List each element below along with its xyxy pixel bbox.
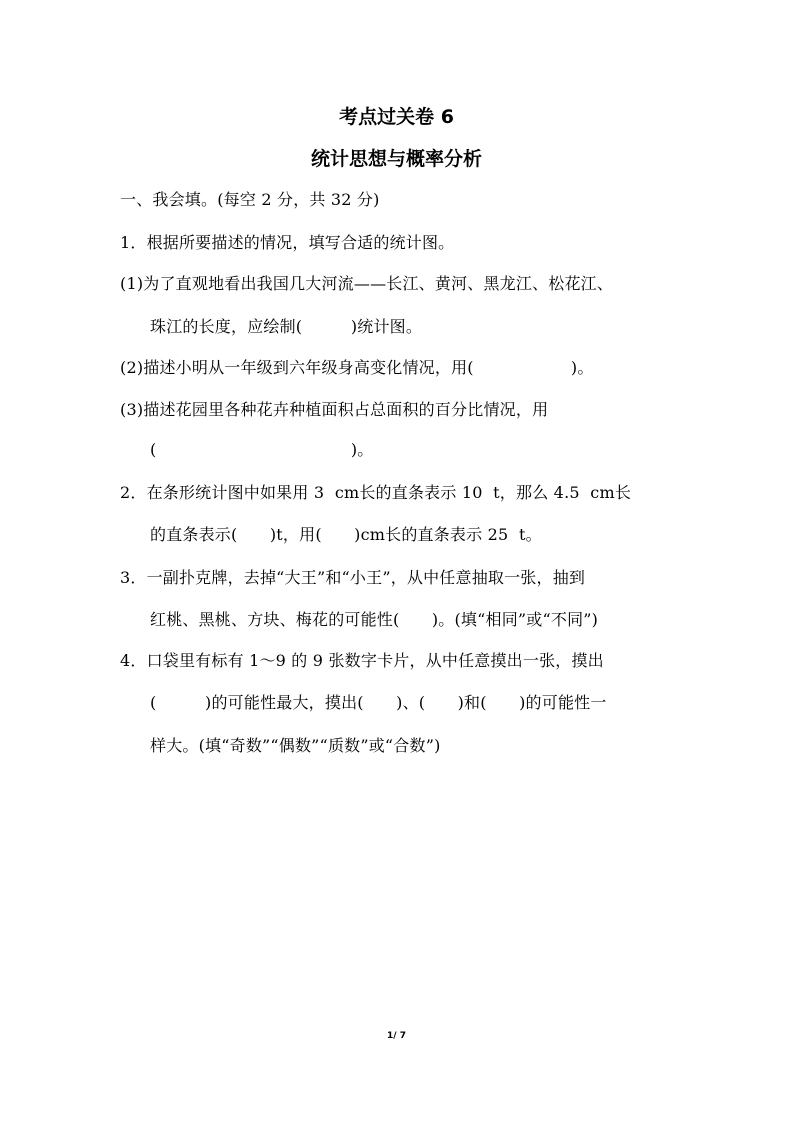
question-1-part-1: (1)为了直观地看出我国几大河流——长江、黄河、黑龙江、松花江、 [120, 274, 614, 293]
section-heading: 一、我会填。(每空 2 分，共 32 分) [120, 190, 380, 209]
question-4-line-3: 样大。(填“奇数”“偶数”“质数”或“合数”) [150, 736, 441, 755]
page-number: 1/ 7 [387, 1031, 406, 1041]
question-1-stem: 1．根据所要描述的情况，填写合适的统计图。 [120, 233, 455, 252]
question-4-line-1: 4．口袋里有标有 1～9 的 9 张数字卡片，从中任意摸出一张，摸出 [120, 651, 604, 670]
question-1-part-1-cont: 珠江的长度，应绘制( )统计图。 [150, 317, 423, 336]
question-3-line-1: 3．一副扑克牌，去掉“大王”和“小王”，从中任意抽取一张，抽到 [120, 568, 586, 587]
page-title: 考点过关卷 6 [339, 106, 454, 128]
question-1-part-3-cont: ( )。 [150, 440, 374, 459]
question-4-line-2: ( )的可能性最大，摸出( )、( )和( )的可能性一 [150, 693, 607, 712]
question-2-line-1: 2．在条形统计图中如果用 3 cm长的直条表示 10 t，那么 4.5 cm长 [120, 483, 632, 502]
question-3-line-2: 红桃、黑桃、方块、梅花的可能性( )。(填“相同”或“不同”) [150, 610, 599, 629]
question-1-part-2: (2)描述小明从一年级到六年级身高变化情况，用( )。 [120, 358, 594, 377]
question-2-line-2: 的直条表示( )t，用( )cm长的直条表示 25 t。 [150, 525, 542, 544]
page-subtitle: 统计思想与概率分析 [310, 148, 482, 170]
question-1-part-3: (3)描述花园里各种花卉种植面积占总面积的百分比情况，用 [120, 400, 549, 419]
